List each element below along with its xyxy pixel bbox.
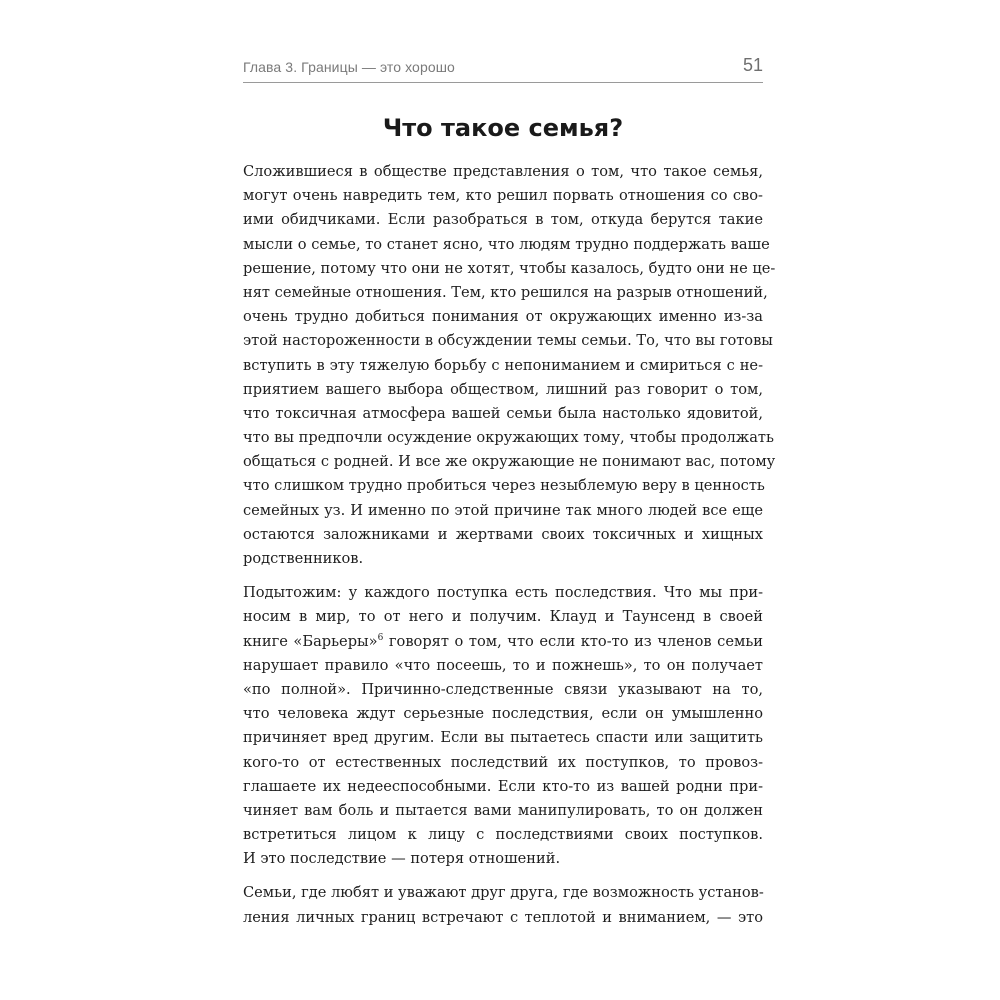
text-line: могут очень навредить тем, кто решил порвать отношения со сво- <box>243 187 763 205</box>
text-line: И это последствие — потеря отношений. <box>243 850 561 868</box>
text-line: родственников. <box>243 550 364 567</box>
text-line: что слишком трудно пробиться через незыблемую веру в ценность <box>243 477 765 495</box>
text-line: общаться с родней. И все же окружающие не понимают вас, потому <box>243 453 776 471</box>
text-line: встретиться лицом к лицу с последствиями своих поступков. <box>243 826 763 844</box>
chapter-title: Глава 3. Границы — это хорошо <box>243 59 455 75</box>
text-span: говорят о том, что если кто-то из членов семьи <box>388 632 764 650</box>
text-line: чиняет вам боль и пытается вами манипулировать, то он должен <box>243 801 763 819</box>
text-line: причиняет вред другим. Если вы пытаетесь спасти или защитить <box>243 729 763 747</box>
paragraph-1 <box>243 160 776 571</box>
text-line: Сложившиеся в обществе представления о том, что такое семья, <box>243 163 763 180</box>
body-text <box>243 160 776 930</box>
text-line-with-footnote <box>243 630 763 654</box>
text-line: семейных уз. И именно по этой причине так много людей все еще <box>243 501 763 519</box>
running-head <box>243 55 763 81</box>
text-line: ими обидчиками. Если разобраться в том, откуда берутся такие <box>243 211 763 229</box>
text-line: «по полной». Причинно-следственные связи указывают на то, <box>243 680 763 698</box>
text-line: нят семейные отношения. Тем, кто решился на разрыв отношений, <box>243 283 768 301</box>
header-rule <box>243 82 763 83</box>
text-line: Семьи, где любят и уважают друг друга, где возможность установ- <box>243 884 764 902</box>
section-title: Что такое семья? <box>382 114 624 142</box>
text-line: носим в мир, то от него и получим. Клауд и Таунсенд в своей <box>243 608 763 626</box>
text-line: что токсичная атмосфера вашей семьи была настолько ядовитой, <box>243 404 763 422</box>
text-line: вступить в эту тяжелую борьбу с непониманием и смириться с не- <box>243 356 763 374</box>
paragraph-3 <box>243 881 763 929</box>
footnote-marker[interactable]: 6 <box>377 632 384 643</box>
paragraph-gap <box>243 871 763 881</box>
text-line: очень трудно добиться понимания от окружающих именно из-за <box>243 308 763 326</box>
text-line: остаются заложниками и жертвами своих токсичных и хищных <box>243 525 763 543</box>
text-line: этой настороженности в обсуждении темы семьи. То, что вы готовы <box>243 332 773 350</box>
text-line: Подытожим: у каждого поступка есть последствия. Что мы при- <box>243 584 763 602</box>
text-line: что человека ждут серьезные последствия, если он умышленно <box>243 705 763 723</box>
text-line: ления личных границ встречают с теплотой и вниманием, — это <box>243 908 763 926</box>
text-line: нарушает правило «что посеешь, то и пожнешь», то он получает <box>243 656 763 674</box>
text-line: приятием вашего выбора обществом, лишний раз говорит о том, <box>243 380 763 398</box>
text-line: кого-то от естественных последствий их поступков, то провоз- <box>243 753 763 771</box>
text-span: книге «Барьеры» <box>243 632 378 650</box>
text-line: решение, потому что они не хотят, чтобы казалось, будто они не це- <box>243 259 776 277</box>
text-line: мысли о семье, то станет ясно, что людям трудно поддержать ваше <box>243 235 770 253</box>
paragraph-2 <box>243 581 763 871</box>
text-line: глашаете их недееспособными. Если кто-то из вашей родни при- <box>243 777 763 795</box>
page-number: 51 <box>742 55 763 75</box>
text-line: что вы предпочли осуждение окружающих тому, чтобы продолжать <box>243 429 774 447</box>
paragraph-gap <box>243 571 763 581</box>
